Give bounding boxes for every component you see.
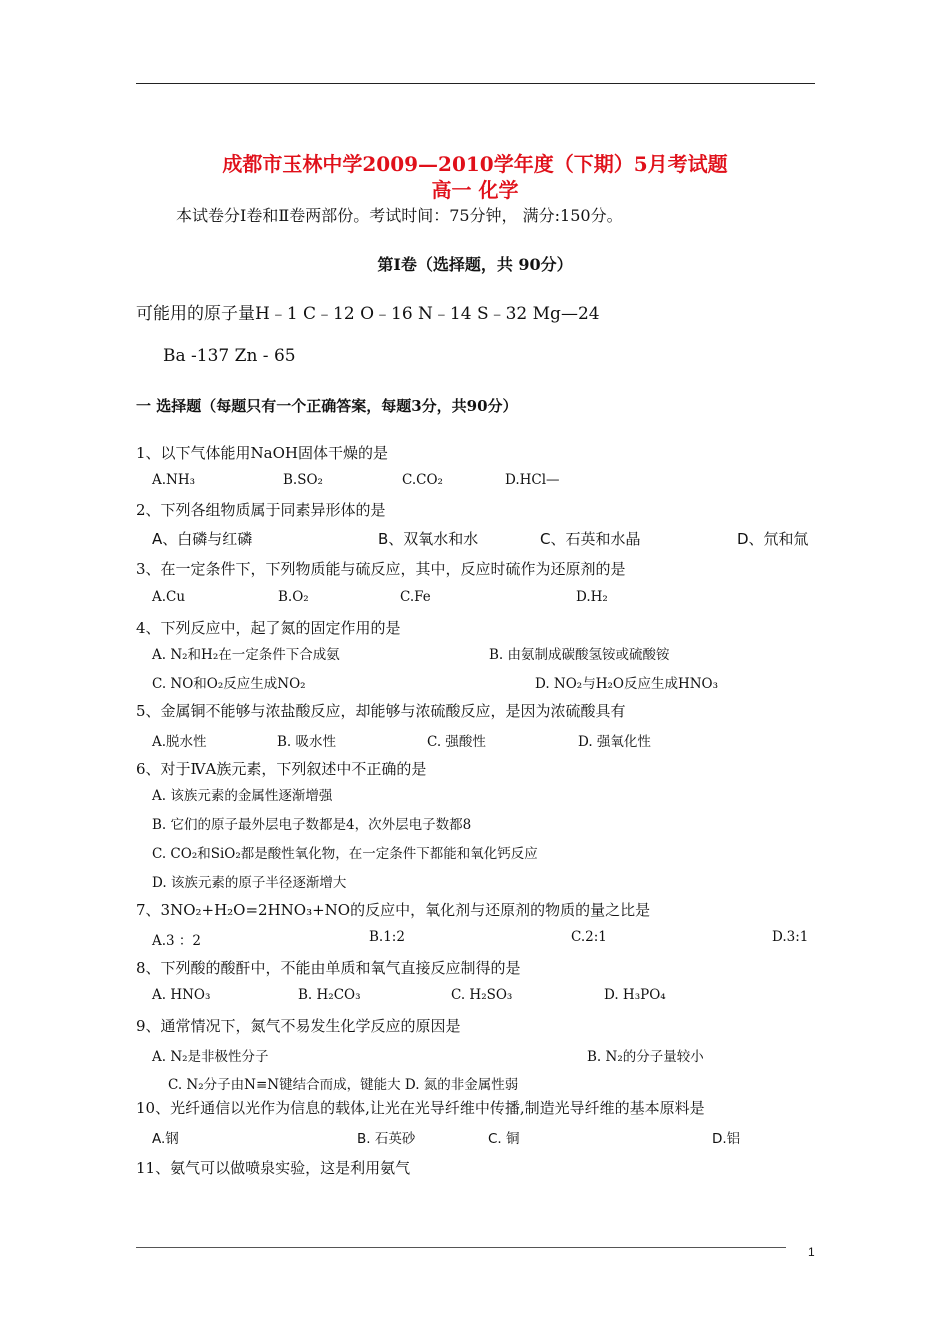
question-3: 3、在一定条件下，下列物质能与硫反应，其中，反应时硫作为还原剂的是 [136, 560, 626, 578]
q10-option-d: D.铝 [712, 1131, 741, 1147]
q4-option-a: A. N₂和H₂在一定条件下合成氨 [152, 647, 340, 663]
exam-title: 成都市玉林中学2009—2010学年度（下期）5月考试题 [222, 152, 728, 176]
q6-option-d: D. 该族元素的原子半径逐渐增大 [152, 875, 347, 891]
q6-option-b: B. 它们的原子最外层电子数都是4，次外层电子数都8 [152, 817, 472, 833]
section-title: 第Ⅰ卷（选择题，共 90分） [377, 255, 573, 274]
footer-rule [136, 1247, 786, 1248]
question-1: 1、以下气体能用NaOH固体干燥的是 [136, 444, 388, 462]
q9-option-a: A. N₂是非极性分子 [152, 1049, 269, 1065]
q8-option-b: B. H₂CO₃ [298, 987, 361, 1003]
part-heading: 一 选择题（每题只有一个正确答案，每题3分，共90分） [136, 397, 518, 415]
question-9: 9、通常情况下，氮气不易发生化学反应的原因是 [136, 1017, 461, 1035]
q4-option-c: C. NO和O₂反应生成NO₂ [152, 676, 306, 692]
q2-option-a: A、白磷与红磷 [152, 530, 253, 548]
exam-subtitle: 高一 化学 [431, 178, 519, 202]
q7-option-c: C.2:1 [571, 929, 607, 945]
q10-option-b: B. 石英砂 [357, 1131, 416, 1147]
question-4: 4、下列反应中，起了氮的固定作用的是 [136, 619, 401, 637]
q8-option-c: C. H₂SO₃ [451, 987, 513, 1003]
header-rule [136, 83, 815, 84]
q2-option-c: C、石英和水晶 [540, 530, 641, 548]
q3-option-a: A.Cu [152, 589, 186, 605]
q2-option-b: B、双氧水和水 [378, 530, 479, 548]
q1-option-d: D.HCl— [505, 472, 560, 488]
question-11: 11、氨气可以做喷泉实验，这是利用氨气 [136, 1159, 411, 1177]
q3-option-c: C.Fe [400, 589, 431, 605]
q5-option-a: A.脱水性 [152, 734, 207, 750]
q9-option-b: B. N₂的分子量较小 [587, 1049, 704, 1065]
q6-option-c: C. CO₂和SiO₂都是酸性氧化物，在一定条件下都能和氧化钙反应 [152, 846, 538, 862]
q3-option-d: D.H₂ [576, 589, 608, 605]
question-10: 10、光纤通信以光作为信息的载体,让光在光导纤维中传播,制造光导纤维的基本原料是 [136, 1099, 705, 1117]
question-7: 7、3NO₂+H₂O=2HNO₃+NO的反应中，氧化剂与还原剂的物质的量之比是 [136, 901, 651, 919]
q7-option-d: D.3:1 [772, 929, 809, 945]
atomic-mass-line1: 可能用的原子量H﹣1 C﹣12 O﹣16 N﹣14 S﹣32 Mg—24 [136, 304, 600, 324]
atomic-mass-line2: Ba -137 Zn - 65 [163, 346, 296, 366]
q5-option-c: C. 强酸性 [427, 734, 486, 750]
q5-option-b: B. 吸水性 [277, 734, 337, 750]
q1-option-b: B.SO₂ [283, 472, 323, 488]
q1-option-a: A.NH₃ [152, 472, 196, 488]
question-5: 5、金属铜不能够与浓盐酸反应，却能够与浓硫酸反应，是因为浓硫酸具有 [136, 702, 626, 720]
q9-option-cd: C. N₂分子由N≡N键结合而成，键能大 D. 氮的非金属性弱 [168, 1077, 519, 1093]
question-6: 6、对于ⅣA族元素，下列叙述中不正确的是 [136, 760, 427, 778]
q4-option-b: B. 由氨制成碳酸氢铵或硫酸铵 [489, 647, 670, 663]
q7-option-b: B.1:2 [369, 929, 405, 945]
question-2: 2、下列各组物质属于同素异形体的是 [136, 501, 386, 519]
q4-option-d: D. NO₂与H₂O反应生成HNO₃ [535, 676, 719, 692]
q10-option-c: C. 铜 [488, 1131, 520, 1147]
q7-option-a: A.3 ：2 [152, 933, 202, 949]
q8-option-a: A. HNO₃ [152, 987, 211, 1003]
exam-info: 本试卷分Ⅰ卷和Ⅱ卷两部份。考试时间：75分钟， 满分:150分。 [176, 206, 623, 225]
q5-option-d: D. 强氧化性 [578, 734, 651, 750]
page-number: 1 [808, 1245, 815, 1259]
q8-option-d: D. H₃PO₄ [604, 987, 666, 1003]
question-8: 8、下列酸的酸酐中，不能由单质和氧气直接反应制得的是 [136, 959, 521, 977]
q6-option-a: A. 该族元素的金属性逐渐增强 [152, 788, 333, 804]
q2-option-d: D、氘和氚 [737, 530, 809, 548]
q1-option-c: C.CO₂ [402, 472, 443, 488]
q10-option-a: A.钢 [152, 1131, 179, 1147]
q3-option-b: B.O₂ [278, 589, 309, 605]
